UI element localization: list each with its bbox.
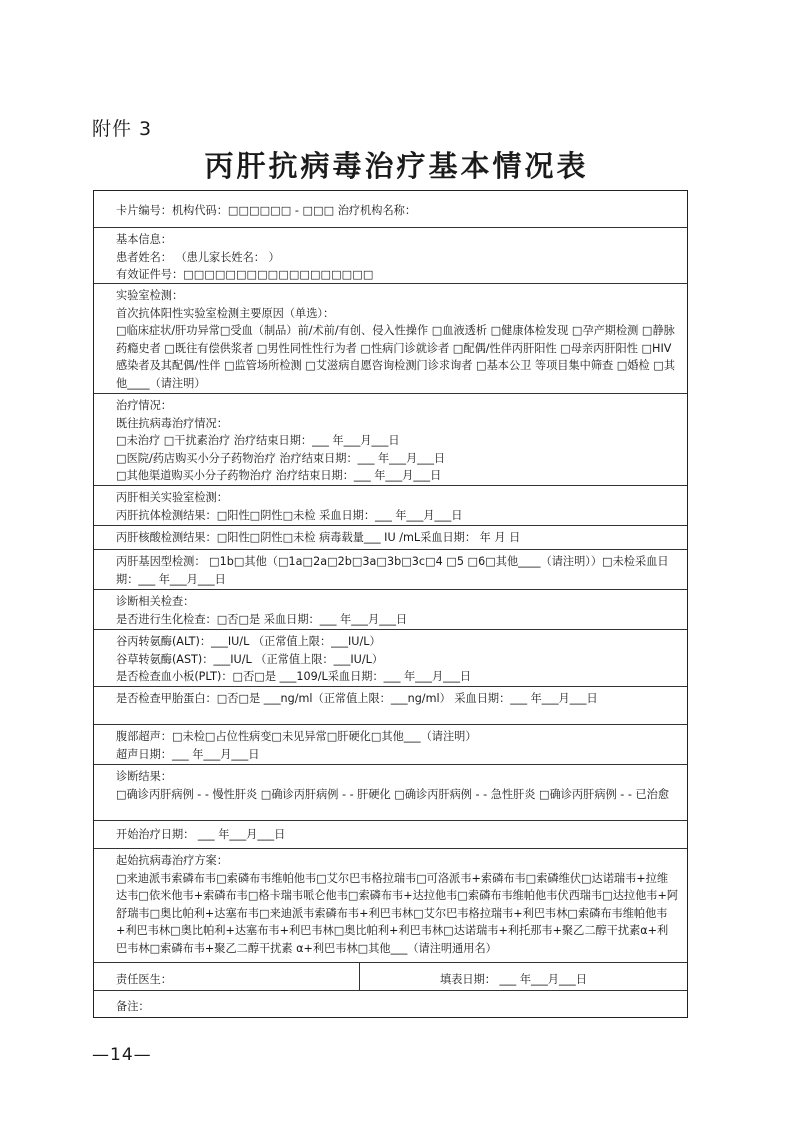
basic-info-heading: 基本信息： <box>116 233 172 246</box>
attachment-label: 附件 3 <box>92 118 153 140</box>
remark-section <box>94 990 687 1017</box>
genotype-line: 丙肝基因型检测： □1b□其他（□1a□2a□2b□3a□3b□3c□4 □5 □6□其他____（请注明））□未检采血日期：___ 年___月___日 <box>116 555 669 586</box>
hcv-lab-heading: 丙肝相关实验室检测： <box>116 491 228 504</box>
lab-reason-options: □临床症状/肝功异常□受血（制品）前/术前/有创、侵入性操作 □血液透析 □健康体检发现 □孕产期检测 □静脉药瘾史者 □既往有偿供浆者 □男性同性性行为者 □性病门诊就诊者 □配偶/性伴丙肝阳性 □母亲丙肝阳性 □HIV 感染者及其配偶/性伴 □监管场所检测 □艾滋病自愿咨询检测门诊求询者 □基本公卫 等项目集中筛查 □婚检 □其他____（请注明） <box>116 324 676 390</box>
card-number-section <box>94 191 687 227</box>
lab-question: 首次抗体阳性实验室检测主要原因（单选）： <box>116 306 335 320</box>
ultrasound-section <box>94 724 687 764</box>
treatment-line-1: □未治疗 □干扰素治疗 治疗结束日期：___ 年___月___日 <box>116 434 400 448</box>
antibody-result-line: 丙肝抗体检测结果：□阳性□阴性□未检 采血日期：___ 年___月___日 <box>116 508 463 522</box>
treatment-heading: 治疗情况： <box>116 399 172 412</box>
biochem-line: 是否进行生化检查：□否□是 采血日期：___ 年___月___日 <box>116 612 408 626</box>
patient-name-line: 患者姓名： （患儿家长姓名： ） <box>116 250 280 264</box>
ultrasound-date: 超声日期：___ 年___月___日 <box>116 747 260 761</box>
platelet-line: 是否检查血小板(PLT)：□否□是 ___109/L采血日期：___ 年___月___日 <box>116 670 472 684</box>
ultrasound-result: 腹部超声：□未检□占位性病变□未见异常□肝硬化□其他___（请注明） <box>116 730 477 743</box>
signature-row <box>94 962 687 990</box>
treatment-line-3: □其他渠道购买小分子药物治疗 治疗结束日期：___ 年___月___日 <box>116 469 442 483</box>
liver-function-section <box>94 629 687 686</box>
regimen-heading: 起始抗病毒治疗方案： <box>116 854 228 867</box>
afp-line: 是否检查甲胎蛋白：□否□是 ___ng/ml（正常值上限：___ng/ml） 采血日期：___ 年___月___日 <box>116 692 598 705</box>
alt-line: 谷丙转氨酶(ALT)：___IU/L （正常值上限：___IU/L） <box>116 635 381 648</box>
id-number-line: 有效证件号：□□□□□□□□□□□□□□□□□□ <box>116 268 374 282</box>
diagnosis-section <box>94 764 687 820</box>
form-title: 丙肝抗病毒治疗基本情况表 <box>204 149 589 183</box>
regimen-section <box>94 848 687 962</box>
ast-line: 谷草转氨酶(AST)：___IU/L （正常值上限：___IU/L） <box>116 652 384 666</box>
genotype-section <box>94 549 687 589</box>
fill-date-cell <box>360 963 687 990</box>
diagnosis-options: □确诊丙肝病例 - - 慢性肝炎 □确诊丙肝病例 - - 肝硬化 □确诊丙肝病例 - - 急性肝炎 □确诊丙肝病例 - - 已治愈 <box>116 787 670 801</box>
afp-section <box>94 686 687 724</box>
lab-test-section <box>94 283 687 393</box>
card-number-line: 卡片编号：机构代码：□□□□□□ - □□□ 治疗机构名称： <box>116 204 417 217</box>
remark-label: 备注： <box>116 1000 150 1013</box>
nucleic-acid-section <box>94 525 687 549</box>
hcv-lab-section <box>94 485 687 525</box>
fill-date-label: 填表日期： ___ 年___月___日 <box>440 973 587 986</box>
doctor-cell <box>94 963 360 990</box>
diagnostic-exam-heading: 诊断相关检查： <box>116 595 195 608</box>
regimen-options: □来迪派韦索磷布韦□索磷布韦维帕他韦□艾尔巴韦格拉瑞韦□可洛派韦+索磷布韦□索磷维伏□达诺瑞韦+拉维达韦□依米他韦+索磷布韦□格卡瑞韦哌仑他韦□索磷布韦+达拉他韦□索磷布韦维帕他韦伏西瑞韦□达拉他韦+阿舒瑞韦□奥比帕利+达塞布韦□来迪派韦索磷布韦+利巴韦林□艾尔巴韦格拉瑞韦+利巴韦林□索磷布韦维帕他韦+利巴韦林□奥比帕利+达塞布韦+利巴韦林□奥比帕利+利巴韦林□达诺瑞韦+利托那韦+聚乙二醇干扰素α+利巴韦林□索磷布韦+聚乙二醇干扰素 α+利巴韦林□其他___（请注明通用名） <box>116 871 679 955</box>
doctor-label: 责任医生： <box>116 973 172 986</box>
page-number: —14— <box>92 1045 152 1065</box>
lab-heading: 实验室检测： <box>116 289 184 302</box>
diagnostic-exam-section <box>94 589 687 629</box>
start-date-section <box>94 820 687 848</box>
treatment-history: 既往抗病毒治疗情况： <box>116 416 228 430</box>
start-date-line: 开始治疗日期： ___ 年___月___日 <box>116 828 286 841</box>
nucleic-acid-line: 丙肝核酸检测结果：□阳性□阴性□未检 病毒载量___ IU /mL采血日期： 年 月 日 <box>116 531 521 544</box>
basic-info-section <box>94 227 687 283</box>
treatment-line-2: □医院/药店购买小分子药物治疗 治疗结束日期：___ 年___月___日 <box>116 451 446 465</box>
diagnosis-heading: 诊断结果： <box>116 770 172 783</box>
treatment-section <box>94 393 687 485</box>
hepatitis-c-treatment-form <box>93 190 688 1018</box>
